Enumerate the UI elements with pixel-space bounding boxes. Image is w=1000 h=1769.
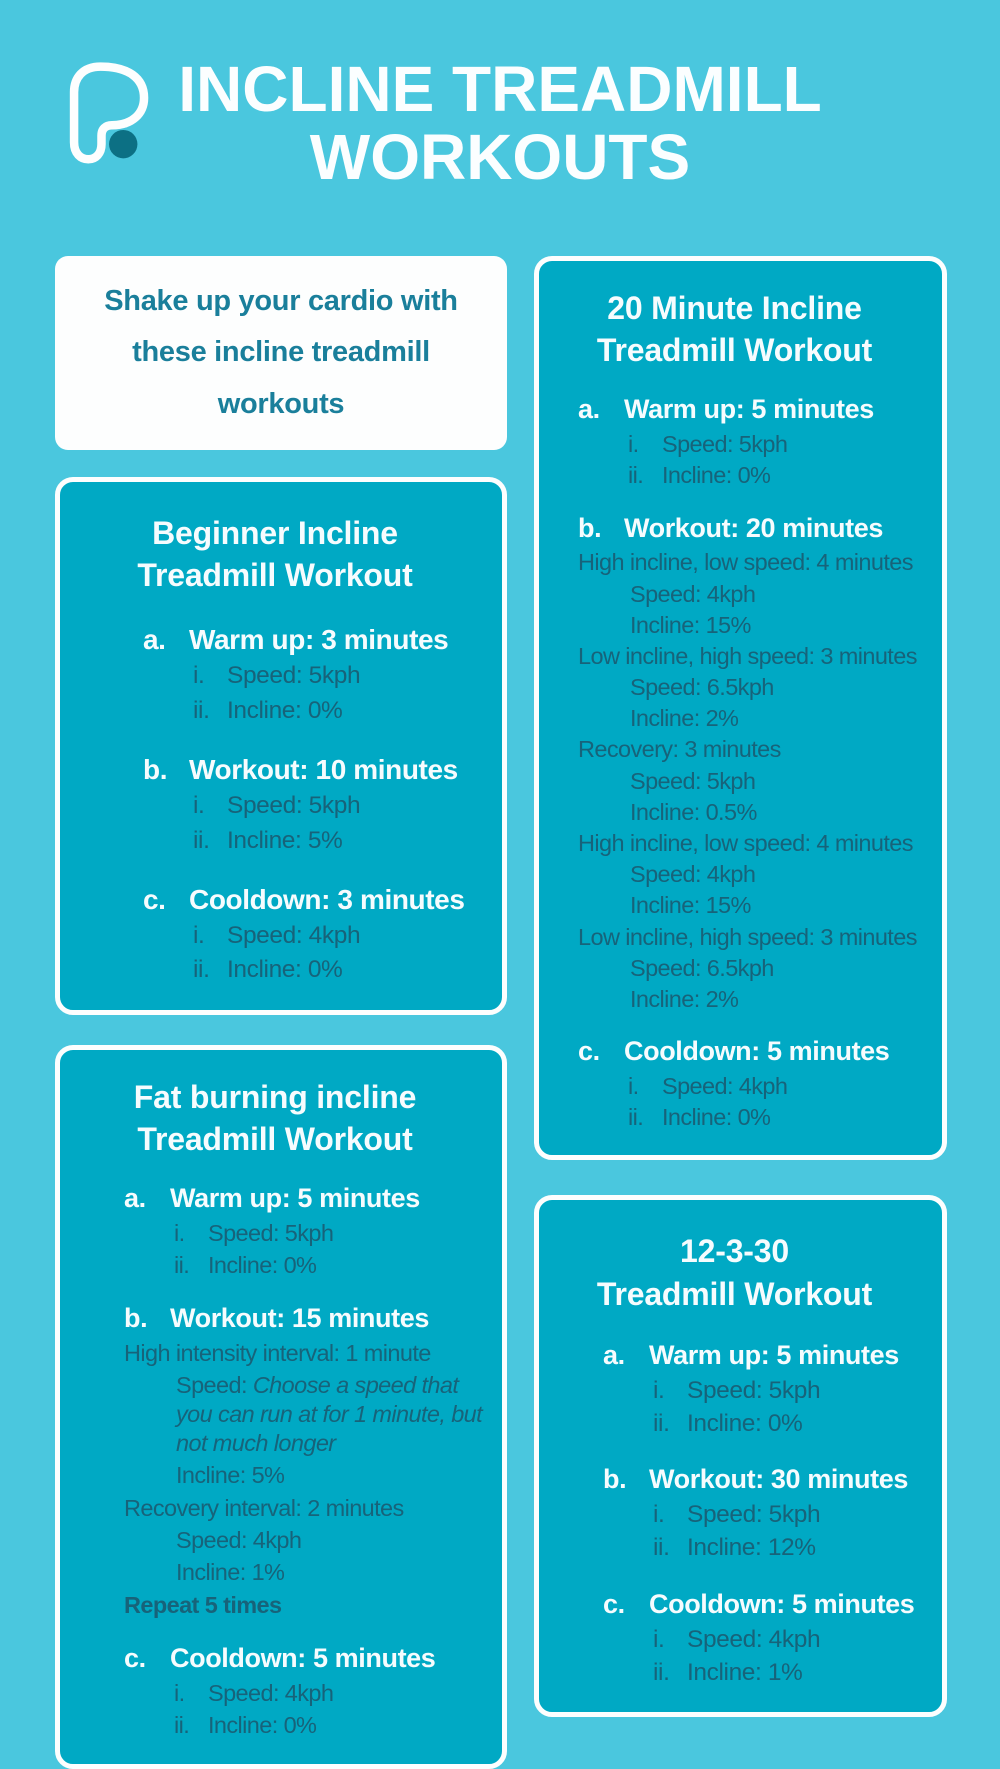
content-columns xyxy=(0,250,1000,1769)
card-body xyxy=(60,622,490,985)
step-marker: b. xyxy=(578,512,602,543)
substep-text: Incline: 15% xyxy=(630,892,751,919)
substep-text: Speed: 4kph xyxy=(662,1072,788,1099)
workout-substep xyxy=(539,430,930,458)
workout-substep xyxy=(60,1251,490,1280)
workout-step xyxy=(539,1463,930,1497)
step-text: High incline, low speed: 4 minutes xyxy=(578,549,913,576)
substep-marker: ii. xyxy=(628,1104,644,1131)
substep-text: Incline: 0% xyxy=(208,1711,317,1738)
workout-substep xyxy=(60,1558,490,1587)
card-title-line2: Treadmill Workout xyxy=(137,1120,413,1157)
step-marker: c. xyxy=(124,1643,146,1674)
card-title xyxy=(60,512,490,596)
step-text: Workout: 15 minutes xyxy=(170,1303,429,1334)
intro-card xyxy=(55,256,507,450)
step-text: Warm up: 5 minutes xyxy=(624,394,874,425)
substep-marker: ii. xyxy=(193,956,210,984)
substep-marker: i. xyxy=(653,1376,665,1404)
step-marker: c. xyxy=(603,1588,625,1619)
workout-step xyxy=(60,882,490,917)
substep-text: Speed: 5kph xyxy=(687,1501,821,1528)
substep-italic-text: Choose a speed that you can run at for 1 minute, but not much longer xyxy=(176,1372,483,1457)
workout-substep xyxy=(539,611,930,639)
workout-line xyxy=(539,548,930,576)
workout-substep xyxy=(539,1500,930,1530)
substep-marker: ii. xyxy=(653,1534,670,1562)
substep-marker: i. xyxy=(193,792,205,820)
substep-text: Speed: 4kph xyxy=(687,1625,821,1653)
substep-marker: i. xyxy=(653,1625,665,1653)
workout-substep xyxy=(60,696,490,726)
card-title-line2: Treadmill Workout xyxy=(596,1275,873,1312)
substep-text: Speed: 5kph xyxy=(662,431,788,458)
substep-text: Incline: 12% xyxy=(687,1534,816,1562)
workout-substep xyxy=(539,1625,930,1655)
card-title-line2: Treadmill Workout xyxy=(596,332,873,369)
card-title xyxy=(539,287,930,371)
workout-substep xyxy=(539,1072,930,1100)
workout-substep xyxy=(60,1219,490,1248)
workout-substep xyxy=(60,1679,490,1708)
substep-marker: ii. xyxy=(174,1711,190,1738)
step-text: Workout: 30 minutes xyxy=(649,1464,908,1495)
workout-line xyxy=(539,642,930,670)
step-text: Warm up: 5 minutes xyxy=(649,1339,899,1370)
workout-substep xyxy=(60,1461,490,1490)
substep-marker: i. xyxy=(193,921,205,949)
substep-text: Incline: 5% xyxy=(176,1462,285,1489)
substep-text: Speed: 6.5kph xyxy=(630,674,774,701)
step-text: Warm up: 3 minutes xyxy=(189,624,449,656)
substep-text: Speed: 5kph xyxy=(687,1376,821,1404)
workout-substep xyxy=(539,891,930,919)
step-text: Warm up: 5 minutes xyxy=(170,1183,420,1214)
substep-text: Incline: 1% xyxy=(687,1658,803,1686)
workout-step xyxy=(539,512,930,546)
step-text: Cooldown: 5 minutes xyxy=(649,1588,915,1619)
workout-line xyxy=(539,829,930,857)
substep-text: Speed: 4kph xyxy=(630,861,756,888)
substep-marker: i. xyxy=(628,431,639,458)
substep-marker: ii. xyxy=(653,1409,670,1437)
step-marker: b. xyxy=(603,1464,627,1495)
step-marker: b. xyxy=(124,1303,148,1334)
substep-text: Incline: 1% xyxy=(176,1558,285,1585)
workout-line xyxy=(60,1494,490,1523)
workout-card-fat-burning xyxy=(55,1045,507,1769)
substep-marker: i. xyxy=(628,1072,639,1099)
substep-text: Speed: 4kph xyxy=(208,1679,334,1706)
card-title xyxy=(60,1076,490,1160)
substep-text: Speed: Choose a speed that you can run at for 1 minute, but not much longer xyxy=(176,1372,483,1457)
workout-step xyxy=(539,393,930,427)
card-title-line1: 12-3-30 xyxy=(680,1233,789,1270)
workout-substep xyxy=(539,673,930,701)
card-body xyxy=(60,1182,490,1740)
card-body xyxy=(539,1339,930,1689)
substep-marker: i. xyxy=(653,1501,665,1528)
substep-text: Speed: 4kph xyxy=(630,580,756,607)
intro-text: Shake up your cardio with these incline treadmill workouts xyxy=(104,284,458,420)
substep-text: Speed: 4kph xyxy=(176,1526,302,1553)
workout-step xyxy=(60,1302,490,1336)
step-marker: a. xyxy=(603,1339,625,1370)
step-marker: c. xyxy=(578,1036,600,1067)
workout-substep xyxy=(60,1371,490,1458)
workout-step xyxy=(539,1339,930,1373)
substep-text: Incline: 0% xyxy=(687,1409,803,1437)
substep-text: Speed: 6.5kph xyxy=(630,954,774,981)
substep-text: Speed: 5kph xyxy=(208,1219,334,1246)
substep-text: Incline: 15% xyxy=(630,611,751,638)
workout-substep xyxy=(539,985,930,1013)
workout-substep xyxy=(539,580,930,608)
workout-line xyxy=(60,1339,490,1368)
step-text: Low incline, high speed: 3 minutes xyxy=(578,923,917,950)
substep-marker: i. xyxy=(174,1679,185,1706)
step-text: Cooldown: 5 minutes xyxy=(624,1036,890,1067)
workout-substep xyxy=(60,661,490,691)
workout-substep xyxy=(60,955,490,985)
workout-line xyxy=(539,735,930,763)
workout-line xyxy=(60,1591,490,1620)
workout-substep xyxy=(60,1711,490,1740)
step-text: High intensity interval: 1 minute xyxy=(124,1339,431,1366)
substep-text: Speed: 5kph xyxy=(227,792,361,820)
right-column xyxy=(534,256,947,1717)
left-column xyxy=(55,256,507,1769)
workout-card-20-minute xyxy=(534,256,947,1160)
workout-substep xyxy=(60,1526,490,1555)
card-title-line1: Fat burning incline xyxy=(133,1078,417,1115)
step-marker: a. xyxy=(124,1183,146,1214)
step-marker: b. xyxy=(143,754,168,786)
step-text: High incline, low speed: 4 minutes xyxy=(578,830,913,857)
substep-text: Speed: 5kph xyxy=(630,767,756,794)
step-text: Repeat 5 times xyxy=(124,1591,282,1618)
workout-substep xyxy=(539,860,930,888)
card-title xyxy=(539,1230,930,1314)
workout-line xyxy=(539,923,930,951)
substep-text: Incline: 2% xyxy=(630,705,739,732)
substep-marker: ii. xyxy=(653,1658,670,1686)
step-text: Workout: 20 minutes xyxy=(624,512,883,543)
step-text: Workout: 10 minutes xyxy=(189,754,458,786)
substep-text: Incline: 0% xyxy=(662,462,771,489)
workout-card-beginner xyxy=(55,477,507,1015)
step-text: Cooldown: 5 minutes xyxy=(170,1643,436,1674)
substep-marker: ii. xyxy=(174,1252,190,1279)
workout-substep xyxy=(539,767,930,795)
page-title-line2: WORKOUTS xyxy=(309,120,691,193)
substep-text: Incline: 5% xyxy=(227,826,343,854)
step-marker: a. xyxy=(578,394,600,425)
workout-step xyxy=(60,1182,490,1216)
workout-substep xyxy=(60,921,490,951)
substep-marker: ii. xyxy=(193,696,210,724)
substep-text: Incline: 0.5% xyxy=(630,798,757,825)
substep-marker: i. xyxy=(193,662,205,690)
substep-marker: ii. xyxy=(628,462,644,489)
step-marker: a. xyxy=(143,624,166,656)
substep-marker: i. xyxy=(174,1219,185,1246)
substep-text: Incline: 0% xyxy=(227,956,343,984)
substep-text: Speed: 5kph xyxy=(227,662,361,690)
substep-marker: ii. xyxy=(193,826,210,854)
puregym-p-logo-icon xyxy=(62,60,158,164)
card-title-line2: Treadmill Workout xyxy=(137,557,413,594)
substep-text: Incline: 0% xyxy=(227,696,343,724)
step-text: Low incline, high speed: 3 minutes xyxy=(578,642,917,669)
logo-dot xyxy=(109,130,137,158)
page-title-line1: INCLINE TREADMILL xyxy=(178,53,822,125)
workout-step xyxy=(539,1035,930,1069)
card-title-line1: Beginner Incline xyxy=(152,515,398,551)
workout-substep xyxy=(539,1533,930,1563)
workout-substep xyxy=(539,1658,930,1688)
workout-substep xyxy=(539,1376,930,1406)
step-text: Recovery interval: 2 minutes xyxy=(124,1494,404,1521)
card-body xyxy=(539,393,930,1131)
step-text: Recovery: 3 minutes xyxy=(578,736,781,763)
substep-text: Incline: 0% xyxy=(208,1252,317,1279)
workout-step xyxy=(539,1588,930,1622)
substep-text: Speed: 4kph xyxy=(227,921,361,949)
workout-substep xyxy=(539,461,930,489)
workout-substep xyxy=(539,1103,930,1131)
workout-substep xyxy=(539,954,930,982)
workout-step xyxy=(60,622,490,657)
workout-substep xyxy=(60,791,490,821)
workout-card-12-3-30 xyxy=(534,1195,947,1717)
workout-step xyxy=(60,752,490,787)
step-text: Cooldown: 3 minutes xyxy=(189,883,465,915)
header xyxy=(0,0,1000,250)
substep-text: Incline: 2% xyxy=(630,985,739,1012)
step-marker: c. xyxy=(143,883,166,915)
substep-text: Incline: 0% xyxy=(662,1104,771,1131)
card-title-line1: 20 Minute Incline xyxy=(607,290,862,326)
workout-substep xyxy=(539,1409,930,1439)
workout-substep xyxy=(539,798,930,826)
workout-step xyxy=(60,1642,490,1676)
workout-substep xyxy=(60,826,490,856)
workout-substep xyxy=(539,704,930,732)
